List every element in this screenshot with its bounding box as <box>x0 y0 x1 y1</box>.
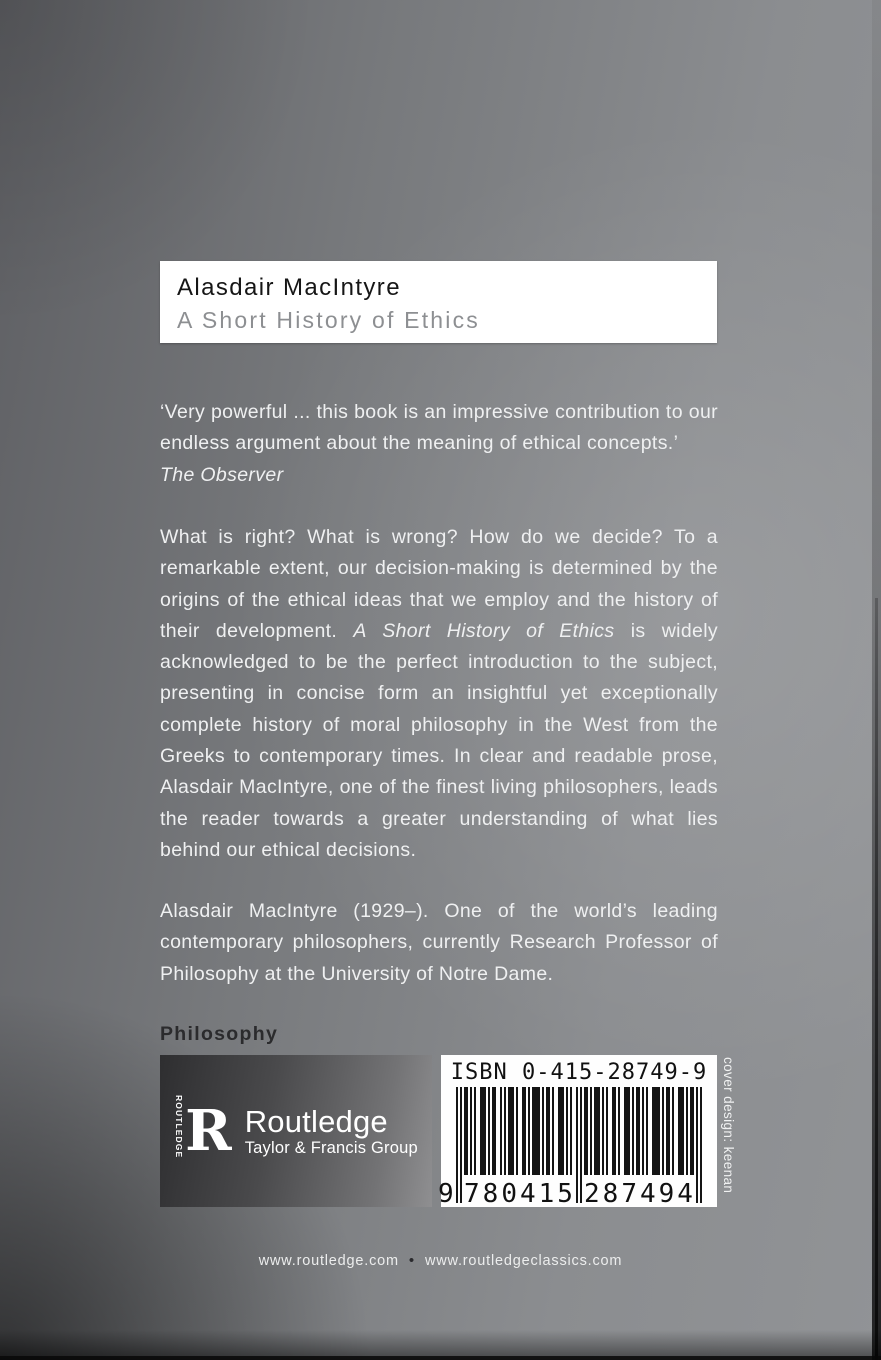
review-quote: ‘Very powerful ... this book is an impressive contribution to our endless argument about the meaning of ethical concepts.’ <box>160 401 718 455</box>
synopsis-part1: What is right? What is wrong? How do we decide? To a remarkable extent, our decision-making is determined by the origins of the ethical ideas that we employ and the history of their development. <box>160 526 718 642</box>
author-bio: Alasdair MacIntyre (1929–). One of the world’s leading contemporary philosophers, currently Research Professor of Philosophy at the University of Notre Dame. <box>160 900 718 985</box>
barcode-digit-first: 9 <box>438 1179 454 1209</box>
barcode <box>438 1087 702 1209</box>
barcode-digit-left-group: 780415 <box>464 1179 576 1209</box>
author-name: Alasdair MacIntyre <box>177 274 401 301</box>
synopsis-part2: is widely acknowledged to be the perfect introduction to the subject, presenting in concise form an insightful yet exceptionally complete history of moral philosophy in the West from the Greeks to contemporary times. In clear and readable prose, Alasdair MacIntyre, one of the finest living philosophers, leads the reader towards a greater understanding of what lies behind our ethical decisions. <box>160 619 719 861</box>
publisher-logo-box <box>160 1055 432 1207</box>
cover-design-credit: cover design: keenan <box>721 1057 736 1194</box>
right-edge-line <box>875 598 878 1360</box>
title-box <box>160 261 717 343</box>
synopsis-book-title-italic: A Short History of Ethics <box>353 619 615 642</box>
isbn-label: ISBN 0-415-28749-9 <box>450 1060 708 1085</box>
bottom-edge-line <box>0 1356 881 1360</box>
routledge-vertical-wordmark: ROUTLEDGE <box>174 1095 185 1159</box>
synopsis <box>160 522 718 866</box>
footer-urls <box>0 1252 881 1269</box>
routledge-url: www.routledge.com <box>258 1253 399 1269</box>
category-label: Philosophy <box>160 1023 279 1045</box>
routledge-logo-mark <box>174 1095 232 1167</box>
routledgeclassics-url: www.routledgeclassics.com <box>424 1253 623 1269</box>
publisher-wordmark <box>245 1105 418 1158</box>
book-title: A Short History of Ethics <box>177 307 480 333</box>
barcode-digit-right-group: 287494 <box>584 1179 696 1209</box>
review-blurb <box>160 397 718 491</box>
publisher-name: Routledge <box>244 1103 388 1139</box>
barcode-box <box>438 1055 717 1209</box>
routledge-r-icon: R <box>185 1098 232 1164</box>
review-source: The Observer <box>160 463 284 486</box>
url-separator-dot: • <box>408 1252 415 1269</box>
publisher-group: Taylor & Francis Group <box>244 1138 418 1157</box>
